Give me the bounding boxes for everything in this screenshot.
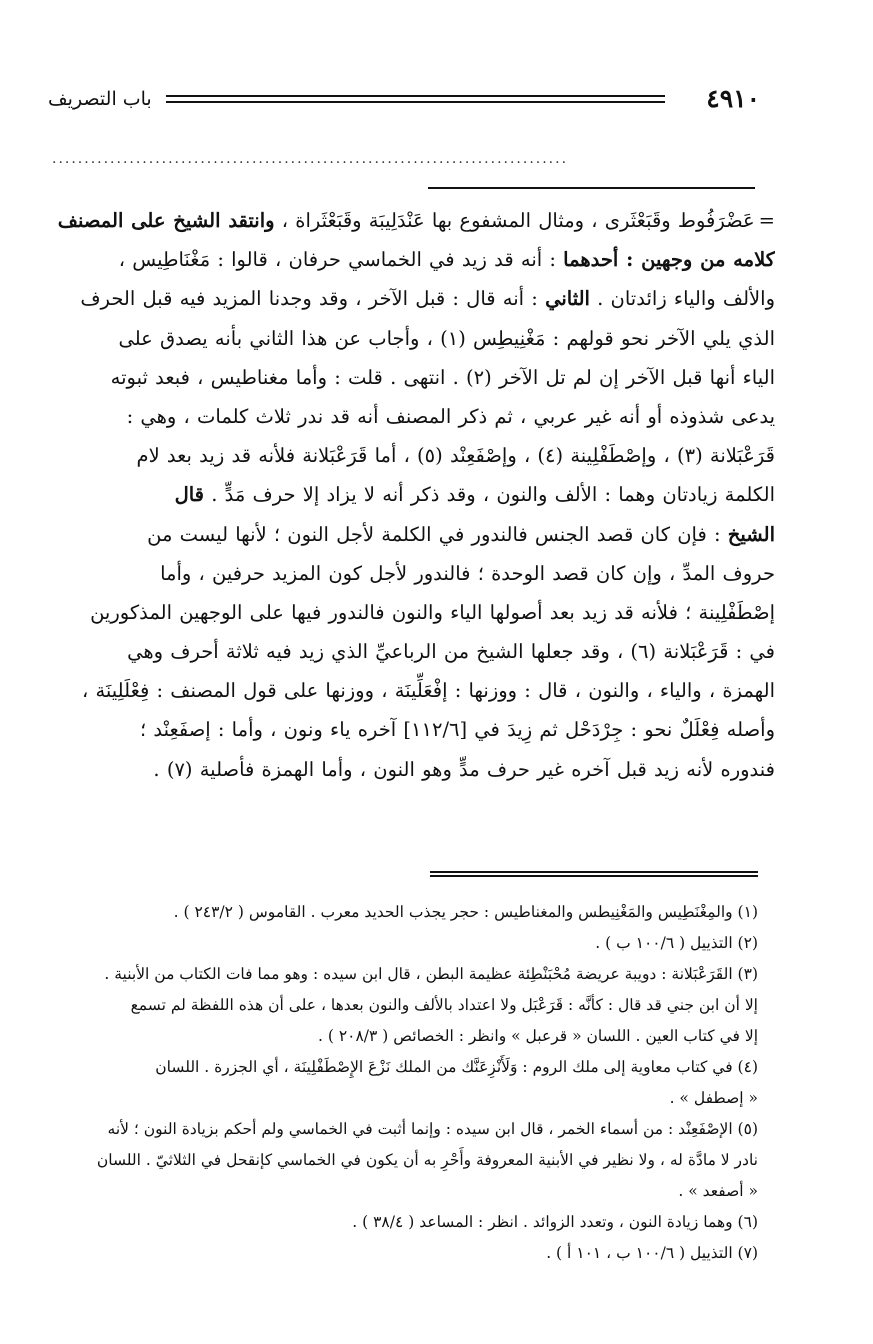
footnote-line: (١) والمِغْنَطِيس والمَغْنِيطس والمغناطيس : حجر يجذب الحديد معرب . القاموس ( ٢٤٣/٢ ) . <box>173 903 758 921</box>
footnote-line: « إصطفل » . <box>669 1089 758 1107</box>
text-run: : فإن كان قصد الجنس فالندور في الكلمة لأجل النون ؛ لأنها ليست من <box>147 522 728 546</box>
body-line <box>44 554 775 593</box>
body-line <box>44 319 775 358</box>
text-run: قَرَعْبَلانة (٣) ، وإصْطَفْلِينة (٤) ، وإصْفَعِنْد (٥) ، أما قَرَعْبَلانة فلأنه قد زيد بعد لام <box>136 444 775 468</box>
footnote-line: (٧) التذييل ( ١٠٠/٦ ب ، ١٠١ أ ) . <box>546 1244 758 1262</box>
text-run: عَضْرَفُوط وقَبَعْثَرى ، ومثال المشفوع بها عَنْدَلِيبَة وقَبَعْثَراة ، <box>274 209 755 232</box>
text-run: إصْطَفْلِينة ؛ فلأنه قد زيد بعد أصولها الياء والنون فالندور فيها على الوجهين المذكورين <box>90 600 775 624</box>
running-header <box>48 84 760 116</box>
text-run: يدعى شذوذه أو أنه غير عربي ، ثم ذكر المصنف أنه قد ندر ثلاث كلمات ، وهي : <box>126 404 775 428</box>
body-line <box>44 358 775 397</box>
body-line <box>44 475 775 514</box>
footnote-line: (٥) الإصْفَعِنْد : من أسماء الخمر ، قال ابن سيده : وإنما أثبت في الخماسي ولم أحكم بزيادة النون ؛ لأنه <box>107 1120 758 1138</box>
text-run: الياء أنها قبل الآخر إن لم تل الآخر (٢) . انتهى . قلت : وأما مغناطيس ، فبعد ثبوته <box>110 365 775 389</box>
body-line <box>44 515 775 554</box>
bold-phrase: الثاني <box>545 287 590 311</box>
text-run: : أنه قد زيد في الخماسي حرفان ، قالوا : مَغْنَاطِيس ، <box>118 248 564 272</box>
bold-phrase: قال <box>174 483 204 507</box>
main-text <box>44 201 775 789</box>
footnote-line: (٦) وهما زيادة النون ، وتعدد الزوائد . انظر : المساعد ( ٣٨/٤ ) . <box>352 1213 758 1231</box>
text-run: الهمزة ، والياء ، والنون ، قال : ووزنها : إفْعَلِّينَة ، ووزنها على قول المصنف : فِعْلَلِينَة ، <box>81 679 775 703</box>
footnote-line: « أصفعد » . <box>678 1182 758 1200</box>
body-line <box>44 201 775 240</box>
text-run: : أنه قال : قبل الآخر ، وقد وجدنا المزيد فيه قبل الحرف <box>80 287 546 311</box>
text-run: الذي يلي الآخر نحو قولهم : مَغْنِيطِس (١) ، وأجاب عن هذا الثاني بأنه يصدق على <box>118 326 775 350</box>
body-line <box>44 593 775 632</box>
text-run: حروف المدِّ ، وإن كان قصد الوحدة ؛ فالندور لأجل كون المزيد حرفين ، وأما <box>160 561 775 585</box>
body-line <box>44 671 775 710</box>
body-line <box>44 750 775 789</box>
footnote-line: نادر لا مادَّة له ، ولا نظير في الأبنية المعروفة وأَحْرِ به أن يكون في الخماسي كإنقحل في الثلاثيّ . اللسان <box>96 1151 758 1169</box>
footnote-separator <box>430 871 758 877</box>
body-line <box>44 710 775 749</box>
footnote-line: (٤) في كتاب معاوية إلى ملك الروم : وَلَأَنْزِعَنَّك من الملك نَزْعَ الإِصْطَفْلِينَة ، أي الجزرة . اللسان <box>155 1058 758 1076</box>
body-top-rule <box>428 187 755 189</box>
text-run: في : قَرَعْبَلانة (٦) ، وقد جعلها الشيخ من الرباعيِّ الذي زيد فيه ثلاثة أحرف وهي <box>127 640 775 664</box>
text-run: والألف والياء زائدتان . <box>589 287 775 311</box>
body-line <box>44 397 775 436</box>
footnotes <box>48 897 758 1269</box>
footnote-line: (٢) التذييل ( ١٠٠/٦ ب ) . <box>595 934 758 952</box>
bold-phrase: كلامه من وجهين : أحدهما <box>563 248 775 272</box>
page-number: ٤٩١٠ <box>706 84 760 113</box>
dotted-separator: ................................................................................ <box>52 152 569 166</box>
body-line <box>44 279 775 318</box>
footnote-line: (٣) القَرَعْبَلانة : دويبة عريضة مُحْبَنْطِئة عظيمة البطن ، قال ابن سيده : وهو مما فات الكتاب من الأبنية . <box>104 965 758 983</box>
text-run: فندوره لأنه زيد قبل آخره غير حرف مدٍّ وهو النون ، وأما الهمزة فأصلية (٧) . <box>153 757 775 781</box>
continuation-marker: = <box>758 209 775 232</box>
body-line <box>44 436 775 475</box>
bold-phrase: الشيخ <box>727 522 775 546</box>
bold-phrase: وانتقد الشيخ على المصنف <box>57 209 275 232</box>
footnote-line: إلا أن ابن جني قد قال : كأنَّه : قَرَعْبَل ولا اعتداد بالألف والنون بعدها ، على أن هذه اللفظة لم تسمع <box>130 996 758 1014</box>
header-double-rule <box>166 95 665 103</box>
body-line <box>44 240 775 279</box>
text-run: الكلمة زيادتان وهما : الألف والنون ، وقد ذكر أنه لا يزاد إلا حرف مَدٍّ . <box>204 483 775 507</box>
section-title: باب التصريف <box>48 88 152 110</box>
text-run: وأصله فِعْلَلٌ نحو : جِرْدَحْل ثم زِيدَ في [١١٢/٦] آخره ياء ونون ، وأما : إصفَعِنْد ؛ <box>139 718 775 742</box>
footnote-line: إلا في كتاب العين . اللسان « قرعبل » وانظر : الخصائص ( ٢٠٨/٣ ) . <box>318 1027 758 1045</box>
body-line <box>44 632 775 671</box>
